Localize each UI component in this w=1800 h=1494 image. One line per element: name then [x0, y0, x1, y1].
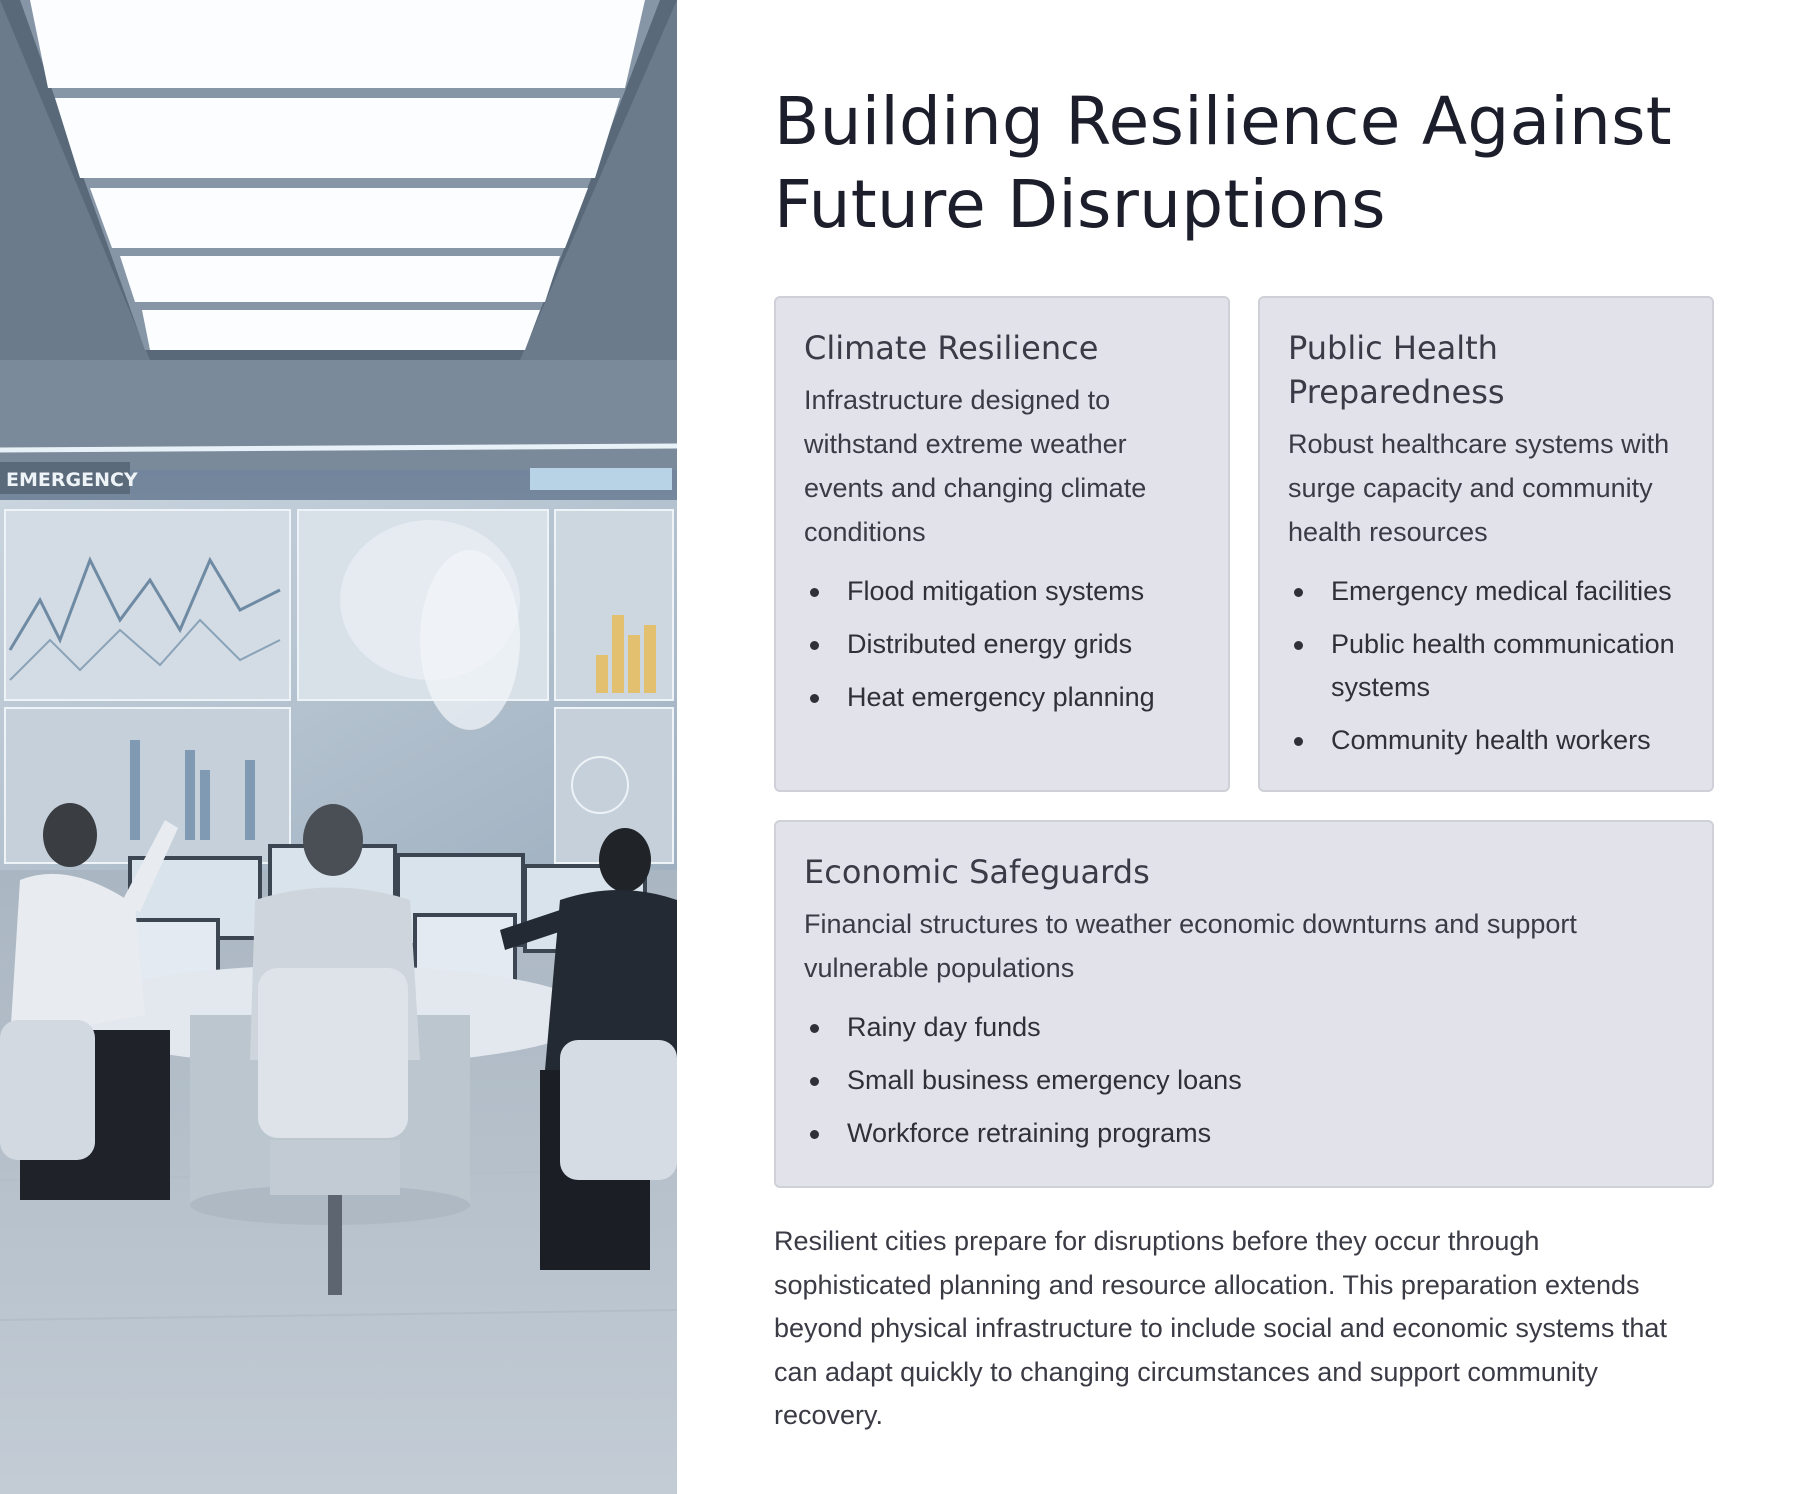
bullet-icon — [810, 641, 819, 650]
list-item — [1288, 623, 1684, 709]
bullet-icon — [810, 1024, 819, 1033]
card-heading: Climate Resilience — [804, 329, 1099, 367]
list-item — [804, 623, 1200, 666]
ceiling-light — [90, 188, 588, 248]
card-climate-resilience — [774, 296, 1230, 792]
closing-paragraph: Resilient cities prepare for disruptions before they occur through sophisticated planning and resource allocation. This preparation extends beyond physical infrastructure to include social and economic systems that can adapt quickly to changing circumstances and support community recovery. — [774, 1226, 1667, 1430]
bullet-icon — [810, 694, 819, 703]
bullet-icon — [1294, 737, 1303, 746]
card-heading: Public Health Preparedness — [1288, 329, 1505, 411]
list-item — [804, 570, 1200, 613]
control-room-image — [0, 0, 677, 1494]
list-item — [1288, 570, 1684, 613]
list-item-text: Flood mitigation systems — [847, 576, 1145, 606]
card-list — [1288, 570, 1684, 762]
office-chair — [560, 1040, 677, 1180]
bullet-icon — [1294, 641, 1303, 650]
card-description: Infrastructure designed to withstand extreme weather events and changing climate conditions — [804, 385, 1147, 547]
list-item-text: Public health communication systems — [1331, 629, 1675, 702]
control-room-illustration — [0, 0, 677, 1494]
card-description: Financial structures to weather economic downturns and support vulnerable populations — [804, 909, 1577, 983]
cards-row — [774, 296, 1714, 792]
person-head — [599, 828, 651, 892]
list-item — [804, 1006, 1684, 1049]
person-head — [303, 804, 363, 876]
list-item — [804, 676, 1200, 719]
office-chair — [258, 968, 408, 1138]
list-item-text: Small business emergency loans — [847, 1065, 1242, 1095]
list-item — [804, 1112, 1684, 1155]
ceiling-light — [55, 98, 620, 178]
ceiling-light — [30, 0, 645, 88]
page-title: Building Resilience Against Future Disruptions — [774, 83, 1672, 243]
card-list — [804, 1006, 1684, 1155]
card-heading: Economic Safeguards — [804, 853, 1150, 891]
bullet-icon — [810, 588, 819, 597]
list-item-text: Emergency medical facilities — [1331, 576, 1672, 606]
bullet-icon — [810, 1077, 819, 1086]
bullet-icon — [1294, 588, 1303, 597]
list-item-text: Rainy day funds — [847, 1012, 1041, 1042]
card-economic-safeguards — [774, 820, 1714, 1188]
list-item-text: Distributed energy grids — [847, 629, 1133, 659]
card-description: Robust healthcare systems with surge capacity and community health resources — [1288, 429, 1670, 547]
person-head — [43, 803, 97, 867]
card-list — [804, 570, 1200, 719]
ceiling-light — [120, 256, 560, 302]
main-content — [774, 80, 1714, 1438]
card-public-health-preparedness — [1258, 296, 1714, 792]
list-item-text: Workforce retraining programs — [847, 1118, 1212, 1148]
list-item — [804, 1059, 1684, 1102]
list-item-text: Heat emergency planning — [847, 682, 1155, 712]
office-chair — [0, 1020, 95, 1160]
list-item — [1288, 719, 1684, 762]
emergency-sign: EMERGENCY — [6, 469, 138, 491]
list-item-text: Community health workers — [1331, 725, 1651, 755]
ceiling-light — [142, 310, 540, 350]
bullet-icon — [810, 1130, 819, 1139]
